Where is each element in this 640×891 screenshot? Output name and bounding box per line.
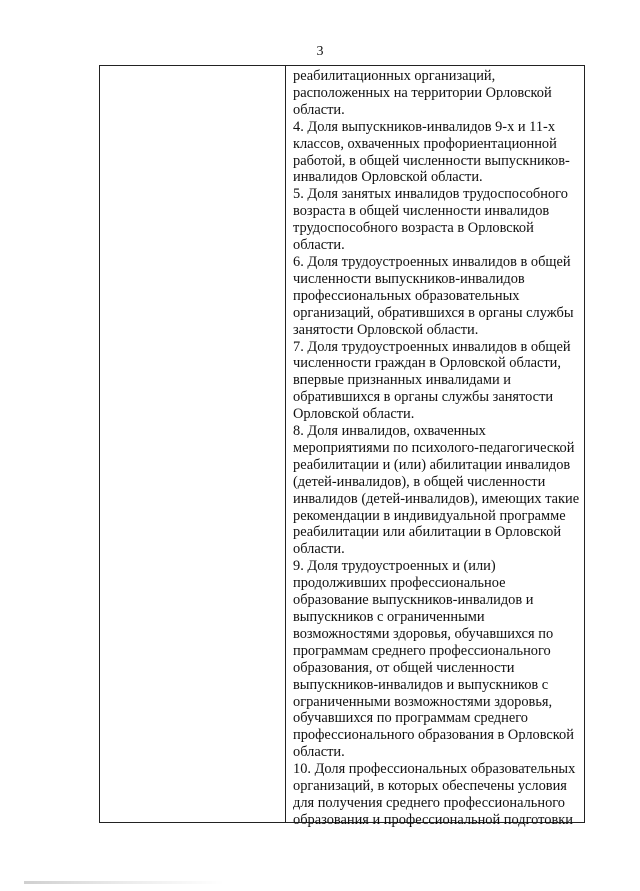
- text-line: расположенных на территории Орловской: [293, 84, 552, 101]
- text-line: инвалидов (детей-инвалидов), имеющих такие: [293, 490, 580, 507]
- text-line: организаций, обратившихся в органы службы: [293, 304, 574, 321]
- text-line: 5. Доля занятых инвалидов трудоспособного: [293, 186, 568, 203]
- text-line: численности выпускников-инвалидов: [293, 270, 525, 287]
- text-line: программам среднего профессионального: [293, 642, 551, 659]
- text-line: 8. Доля инвалидов, охваченных: [293, 423, 486, 440]
- text-line: работой, в общей численности выпускников-: [293, 152, 570, 169]
- text-line: образования, от общей численности: [293, 659, 515, 676]
- text-line: области.: [293, 744, 345, 761]
- text-line: 10. Доля профессиональных образовательных: [293, 761, 576, 778]
- column-divider: [285, 66, 286, 822]
- table-left-cell: [100, 66, 285, 822]
- text-line: возможностями здоровья, обучавшихся по: [293, 625, 554, 642]
- page-number: 3: [316, 44, 324, 59]
- text-line: мероприятиями по психолого-педагогической: [293, 439, 575, 456]
- text-line: образования и профессиональной подготовки: [293, 811, 573, 828]
- text-line: реабилитационных организаций,: [293, 68, 496, 84]
- text-line: численности граждан в Орловской области,: [293, 355, 561, 372]
- table-right-cell: [293, 68, 583, 829]
- text-line: (детей-инвалидов), в общей численности: [293, 473, 546, 490]
- text-line: организаций, в которых обеспечены условия: [293, 778, 567, 795]
- text-line: области.: [293, 541, 345, 558]
- text-line: Орловской области.: [293, 406, 415, 423]
- text-line: 7. Доля трудоустроенных инвалидов в общей: [293, 338, 571, 355]
- text-line: ограниченными возможностями здоровья,: [293, 693, 553, 710]
- text-line: выпускников с ограниченными: [293, 609, 485, 625]
- text-line: трудоспособного возраста в Орловской: [293, 220, 534, 237]
- text-line: профессиональных образовательных: [293, 287, 520, 304]
- text-line: выпускников-инвалидов и выпускников с: [293, 676, 549, 693]
- text-line: рекомендации в индивидуальной программе: [293, 507, 566, 524]
- text-line: 6. Доля трудоустроенных инвалидов в общей: [293, 253, 571, 270]
- scan-artifact: [24, 881, 224, 884]
- text-line: классов, охваченных профориентационной: [293, 135, 557, 152]
- text-line: обратившихся в органы службы занятости: [293, 389, 554, 406]
- text-line: возраста в общей численности инвалидов: [293, 203, 550, 220]
- text-line: инвалидов Орловской области.: [293, 169, 483, 186]
- text-line: 4. Доля выпускников-инвалидов 9-х и 11-х: [293, 118, 556, 135]
- text-line: области.: [293, 237, 345, 254]
- text-line: обучавшихся по программам среднего: [293, 710, 528, 727]
- text-line: области.: [293, 101, 345, 118]
- text-line: впервые признанных инвалидами и: [293, 372, 511, 389]
- text-line: профессионального образования в Орловской: [293, 727, 574, 744]
- text-line: образование выпускников-инвалидов и: [293, 592, 534, 609]
- text-line: реабилитации или абилитации в Орловской: [293, 524, 562, 541]
- text-line: 9. Доля трудоустроенных и (или): [293, 558, 496, 575]
- text-line: занятости Орловской области.: [293, 321, 479, 338]
- text-line: для получения среднего профессионального: [293, 794, 566, 811]
- indicators-table: [99, 65, 585, 828]
- text-line: продолживших профессиональное: [293, 575, 506, 592]
- text-line: реабилитации и (или) абилитации инвалидов: [293, 456, 571, 473]
